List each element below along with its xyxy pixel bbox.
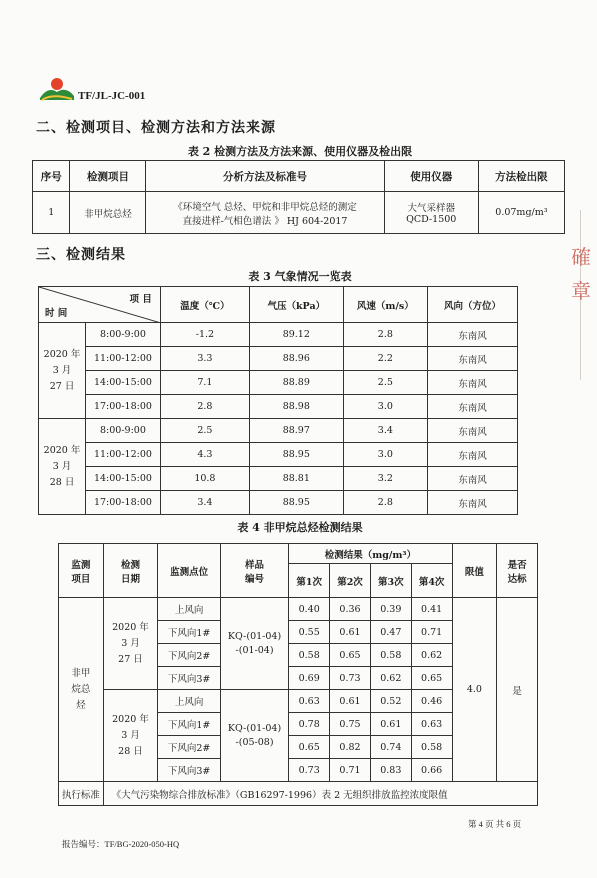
result-value-cell: 0.71 (411, 621, 452, 644)
result-value-cell: 0.73 (289, 759, 330, 782)
result-value-cell: 0.74 (370, 736, 411, 759)
time-cell: 11:00-12:00 (86, 443, 161, 467)
pressure-cell: 88.98 (250, 395, 344, 419)
wind-direction-cell: 东南风 (428, 467, 518, 491)
pressure-cell: 88.97 (250, 419, 344, 443)
col-header-instrument: 使用仪器 (384, 161, 478, 192)
col-header-no: 序号 (33, 161, 70, 192)
method-line: 直接进样-气相色谱法 》 HJ 604-2017 (182, 215, 348, 227)
time-cell: 17:00-18:00 (86, 491, 161, 515)
limit-cell: 4.0 (452, 598, 497, 782)
table-row (39, 467, 518, 491)
result-value-cell: 0.58 (370, 644, 411, 667)
temperature-cell: 3.3 (160, 347, 249, 371)
wind-direction-cell: 东南风 (428, 443, 518, 467)
result-value-cell: 0.52 (370, 690, 411, 713)
table-row (39, 443, 518, 467)
time-cell: 8:00-9:00 (86, 323, 161, 347)
result-value-cell: 0.36 (330, 598, 371, 621)
col-header-result: 检测结果（mg/m³） (289, 544, 452, 564)
pressure-cell: 88.89 (250, 371, 344, 395)
result-value-cell: 0.65 (411, 667, 452, 690)
result-value-cell: 0.73 (330, 667, 371, 690)
corner-header (39, 287, 161, 323)
wind-direction-cell: 东南风 (428, 323, 518, 347)
cell-limit: 0.07mg/m³ (478, 192, 564, 234)
wind-speed-cell: 3.0 (343, 395, 428, 419)
point-cell: 下风向1# (158, 621, 220, 644)
cell-item: 非甲烷总烃 (70, 192, 146, 234)
result-value-cell: 0.62 (411, 644, 452, 667)
table3-caption: 表 3 气象情况一览表 (248, 270, 352, 283)
col-header-limit: 限值 (452, 544, 497, 598)
section-heading-methods: 二、检测项目、检测方法和方法来源 (36, 120, 276, 136)
weather-table (38, 286, 518, 515)
result-value-cell: 0.63 (411, 713, 452, 736)
table-row (39, 371, 518, 395)
temperature-cell: 7.1 (160, 371, 249, 395)
cell-instrument (384, 192, 478, 234)
table-row (39, 347, 518, 371)
result-value-cell: 0.65 (289, 736, 330, 759)
wind-direction-cell: 东南风 (428, 491, 518, 515)
wind-speed-cell: 3.4 (343, 419, 428, 443)
result-value-cell: 0.46 (411, 690, 452, 713)
table-row (39, 491, 518, 515)
temperature-cell: 4.3 (160, 443, 249, 467)
col-header-wind-direction: 风向（方位） (428, 287, 518, 323)
pressure-cell: 88.81 (250, 467, 344, 491)
page-number: 第 4 页 共 6 页 (468, 819, 522, 829)
time-cell: 14:00-15:00 (86, 371, 161, 395)
table2-caption: 表 2 检测方法及方法来源、使用仪器及检出限 (187, 145, 413, 158)
point-cell: 上风向 (158, 598, 220, 621)
col-header-ok: 是否 达标 (497, 544, 538, 598)
wind-direction-cell: 东南风 (428, 395, 518, 419)
result-value-cell: 0.41 (411, 598, 452, 621)
result-value-cell: 0.58 (289, 644, 330, 667)
ok-cell: 是 (497, 598, 538, 782)
time-cell: 8:00-9:00 (86, 419, 161, 443)
col-header-sample: 样品 编号 (220, 544, 288, 598)
col-header-method: 分析方法及标准号 (146, 161, 384, 192)
company-logo-icon (38, 76, 76, 102)
col-header-point: 监测点位 (158, 544, 220, 598)
wind-speed-cell: 2.8 (343, 491, 428, 515)
document-code: TF/JL-JC-001 (78, 90, 146, 102)
section-heading-results: 三、检测结果 (36, 247, 126, 263)
point-cell: 下风向3# (158, 667, 220, 690)
date-cell: 2020 年 3 月 27 日 (39, 323, 86, 419)
result-value-cell: 0.61 (330, 621, 371, 644)
result-value-cell: 0.63 (289, 690, 330, 713)
wind-direction-cell: 东南风 (428, 371, 518, 395)
date-cell: 2020 年 3 月 27 日 (103, 598, 158, 690)
methods-table (32, 160, 565, 234)
wind-direction-cell: 东南风 (428, 347, 518, 371)
pressure-cell: 88.95 (250, 443, 344, 467)
table-row (39, 323, 518, 347)
temperature-cell: 10.8 (160, 467, 249, 491)
time-cell: 11:00-12:00 (86, 347, 161, 371)
time-cell: 14:00-15:00 (86, 467, 161, 491)
table-row (33, 192, 565, 234)
col-header-time-3: 第3次 (370, 564, 411, 598)
wind-speed-cell: 3.0 (343, 443, 428, 467)
result-value-cell: 0.71 (330, 759, 371, 782)
col-header-temp: 温度（℃） (160, 287, 249, 323)
seal-stamp: 確 章 (571, 245, 591, 303)
result-value-cell: 0.83 (370, 759, 411, 782)
item-cell: 非甲 烷总 烃 (59, 598, 104, 782)
corner-bottom-label: 时 间 (45, 308, 68, 319)
result-value-cell: 0.65 (330, 644, 371, 667)
col-header-item: 监测 项目 (59, 544, 104, 598)
result-value-cell: 0.75 (330, 713, 371, 736)
point-cell: 下风向3# (158, 759, 220, 782)
result-value-cell: 0.61 (370, 713, 411, 736)
col-header-wind-speed: 风速（m/s） (343, 287, 428, 323)
result-value-cell: 0.55 (289, 621, 330, 644)
wind-speed-cell: 2.2 (343, 347, 428, 371)
method-line: 《环境空气 总烃、甲烷和非甲烷总烃的测定 (173, 201, 357, 213)
col-header-pressure: 气压（kPa） (250, 287, 344, 323)
result-value-cell: 0.82 (330, 736, 371, 759)
wind-direction-cell: 东南风 (428, 419, 518, 443)
temperature-cell: 2.5 (160, 419, 249, 443)
point-cell: 下风向2# (158, 736, 220, 759)
col-header-time-4: 第4次 (411, 564, 452, 598)
standard-label: 执行标准 (59, 782, 104, 806)
corner-top-label: 项 目 (129, 294, 152, 305)
pressure-cell: 89.12 (250, 323, 344, 347)
cell-method (146, 192, 384, 234)
sample-cell: KQ-(01-04) -(05-08) (220, 690, 288, 782)
result-value-cell: 0.47 (370, 621, 411, 644)
table-row (39, 419, 518, 443)
result-value-cell: 0.61 (330, 690, 371, 713)
wind-speed-cell: 3.2 (343, 467, 428, 491)
point-cell: 下风向2# (158, 644, 220, 667)
pressure-cell: 88.96 (250, 347, 344, 371)
result-value-cell: 0.39 (370, 598, 411, 621)
col-header-item: 检测项目 (70, 161, 146, 192)
wind-speed-cell: 2.5 (343, 371, 428, 395)
table-row (59, 598, 538, 621)
instrument-name: 大气采样器 (407, 203, 455, 214)
results-table (58, 543, 538, 806)
report-number: 报告编号：TF/BG-2020-050-HQ (62, 839, 180, 849)
result-value-cell: 0.69 (289, 667, 330, 690)
date-cell: 2020 年 3 月 28 日 (103, 690, 158, 782)
standard-text: 《大气污染物综合排放标准》（GB16297-1996）表 2 无组织排放监控浓度限值 (103, 782, 537, 806)
result-value-cell: 0.66 (411, 759, 452, 782)
pressure-cell: 88.95 (250, 491, 344, 515)
point-cell: 上风向 (158, 690, 220, 713)
temperature-cell: -1.2 (160, 323, 249, 347)
wind-speed-cell: 2.8 (343, 323, 428, 347)
standard-row (59, 782, 538, 806)
result-value-cell: 0.58 (411, 736, 452, 759)
date-cell: 2020 年 3 月 28 日 (39, 419, 86, 515)
table-row (39, 395, 518, 419)
col-header-limit: 方法检出限 (478, 161, 564, 192)
cell-no: 1 (33, 192, 70, 234)
col-header-time-1: 第1次 (289, 564, 330, 598)
col-header-date: 检测 日期 (103, 544, 158, 598)
temperature-cell: 3.4 (160, 491, 249, 515)
table4-caption: 表 4 非甲烷总烃检测结果 (237, 521, 363, 534)
point-cell: 下风向1# (158, 713, 220, 736)
col-header-time-2: 第2次 (330, 564, 371, 598)
instrument-model: QCD-1500 (406, 214, 457, 225)
temperature-cell: 2.8 (160, 395, 249, 419)
sample-cell: KQ-(01-04) -(01-04) (220, 598, 288, 690)
result-value-cell: 0.40 (289, 598, 330, 621)
result-value-cell: 0.62 (370, 667, 411, 690)
time-cell: 17:00-18:00 (86, 395, 161, 419)
result-value-cell: 0.78 (289, 713, 330, 736)
